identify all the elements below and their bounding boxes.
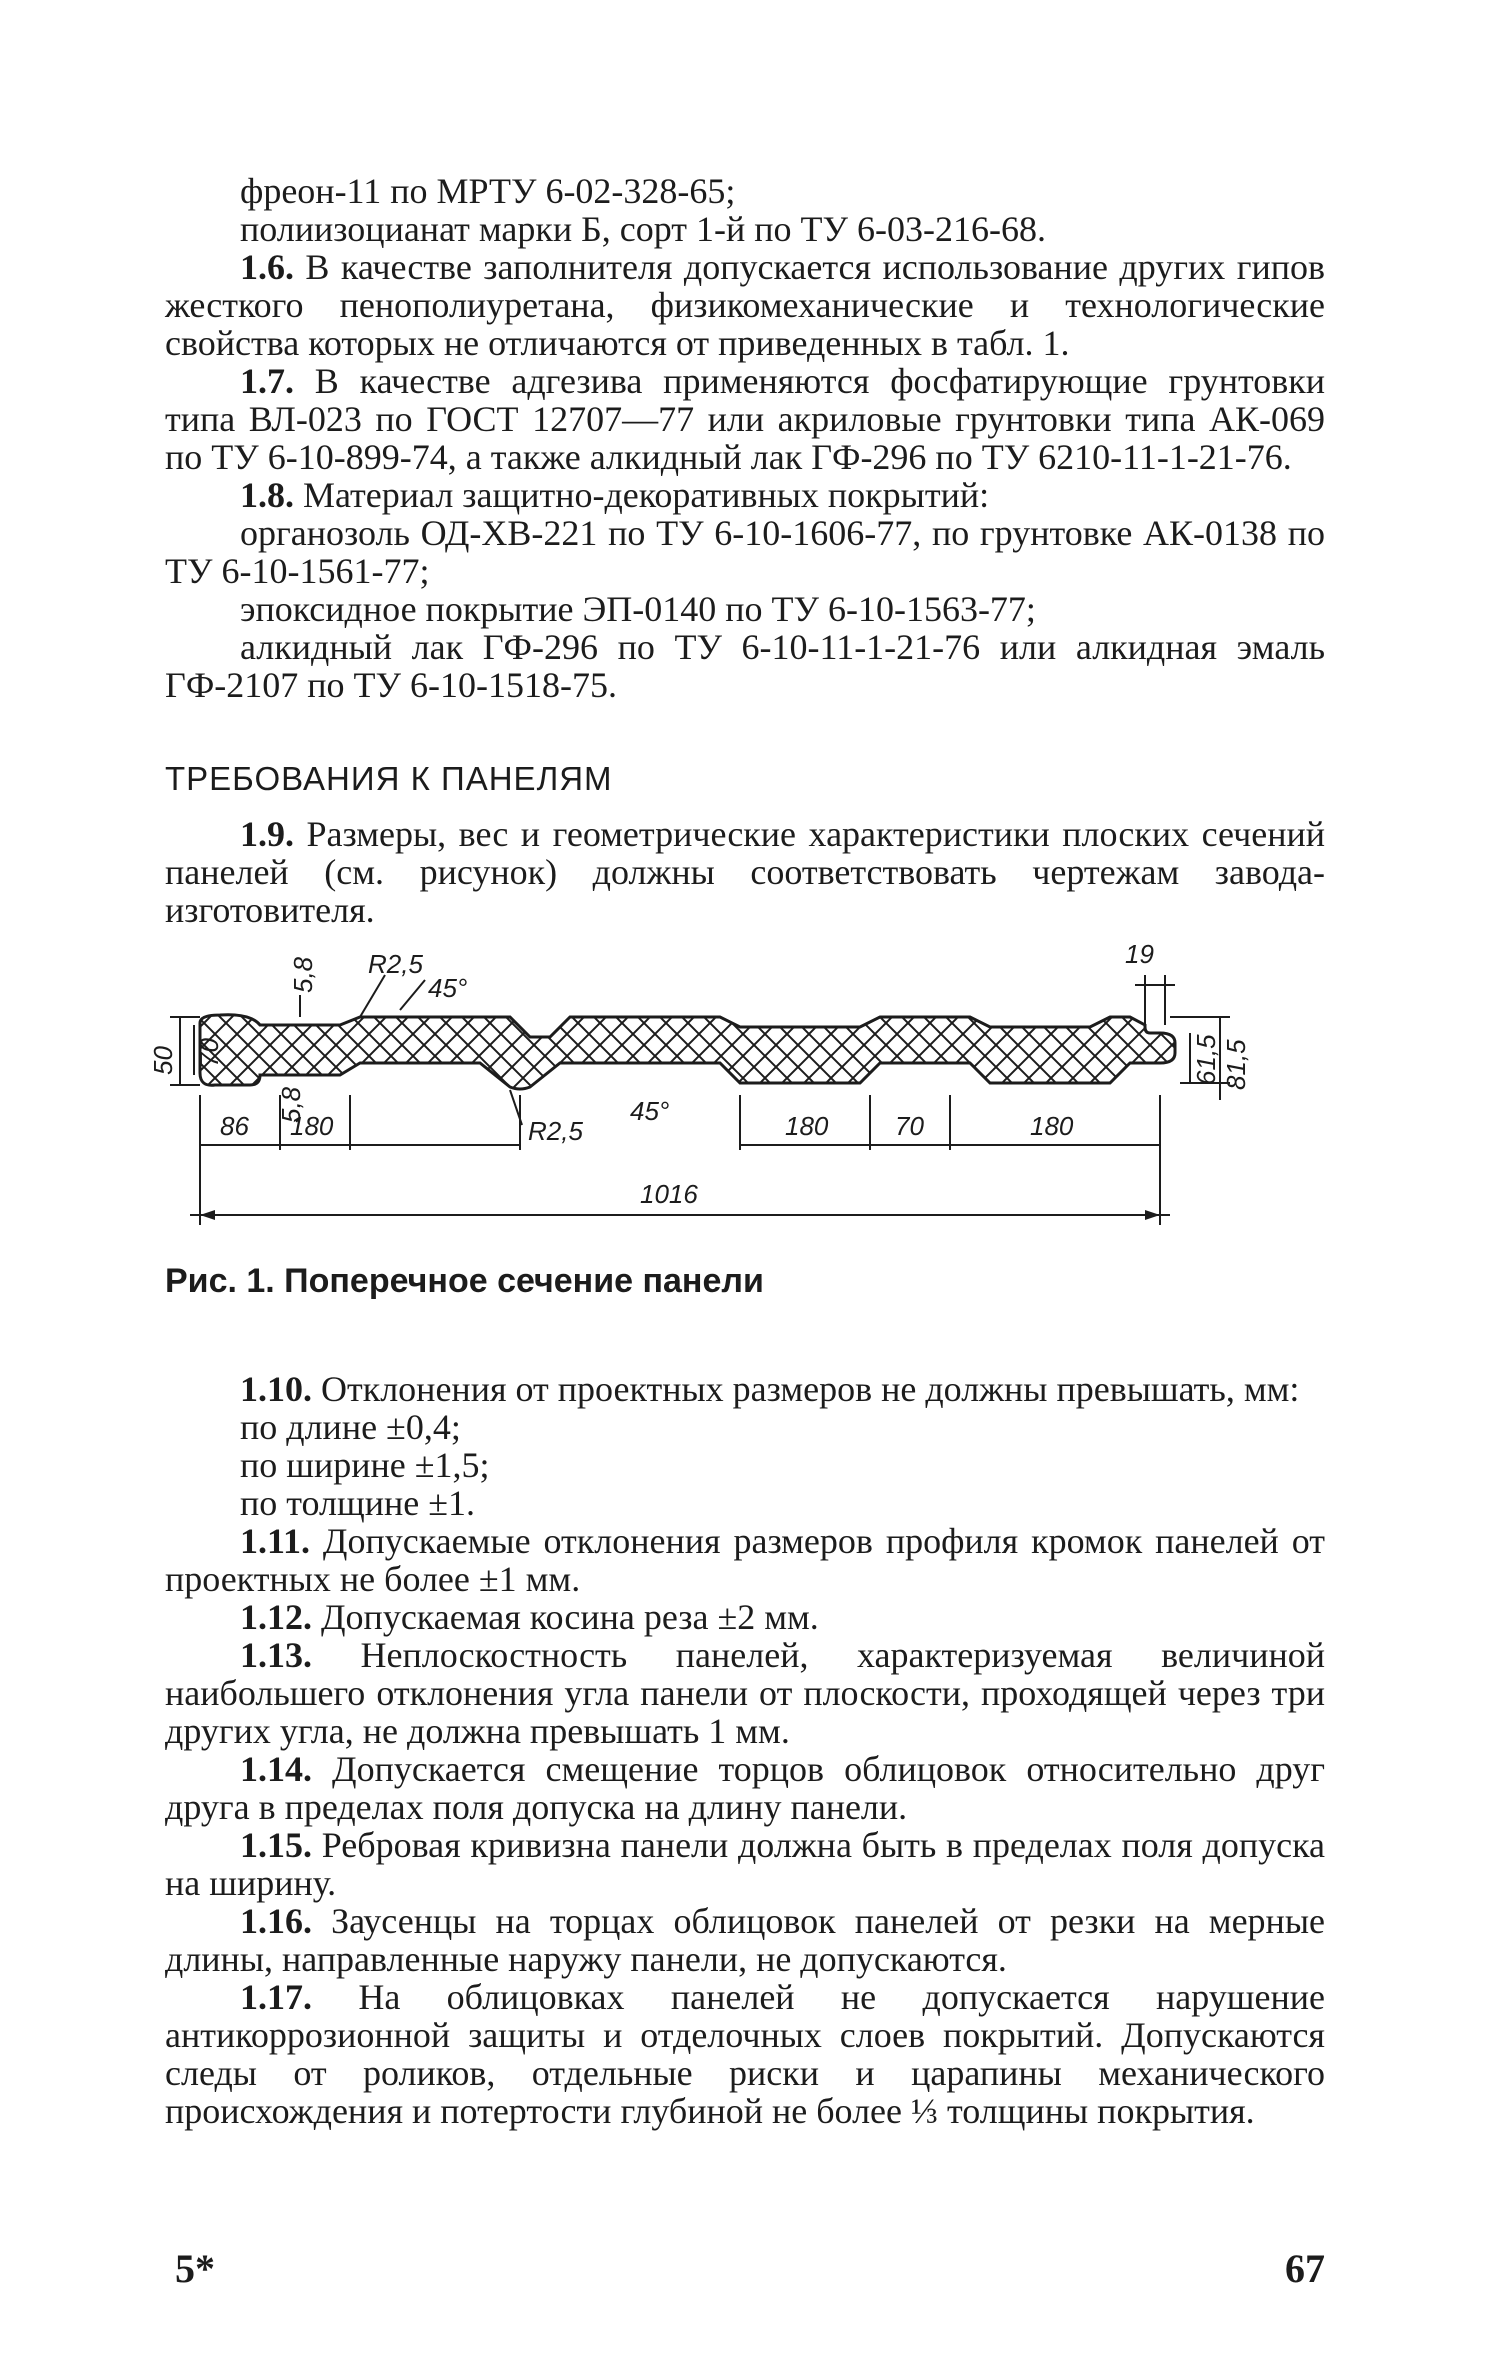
paragraph-text: Допускаемые отклонения размеров профиля кромок панелей от проектных не более ±1 мм.: [165, 1521, 1325, 1599]
paragraph-text: Материал защитно-декоративных покрытий:: [294, 475, 990, 515]
paragraph-number: 1.17.: [240, 1977, 312, 2017]
dim-label: 180: [290, 1111, 334, 1141]
paragraph-number: 1.14.: [240, 1749, 312, 1789]
dim-label: 1016: [640, 1179, 698, 1209]
paragraph-1-8: [165, 476, 1325, 514]
paragraph-text: Допускается смещение торцов облицовок относительно друг друга в пределах поля допуска на длину панели.: [165, 1749, 1325, 1827]
dim-label: 50: [148, 1046, 178, 1075]
dim-label: 180: [1030, 1111, 1074, 1141]
paragraph-number: 1.8.: [240, 475, 294, 515]
lower-text: [165, 1370, 1325, 2130]
footer-signature-mark: 5*: [175, 2246, 215, 2291]
paragraph-number: 1.11.: [240, 1521, 311, 1561]
paragraph-text: Размеры, вес и геометрические характеристики плоских сечений панелей (см. рисунок) должны соответствовать чертежам завода-изготовителя.: [165, 814, 1325, 930]
paragraph-number: 1.6.: [240, 247, 294, 287]
paragraph-number: 1.12.: [240, 1597, 312, 1637]
list-item: по толщине ±1.: [240, 1483, 476, 1523]
line-freon: фреон-11 по МРТУ 6-02-328-65;: [240, 171, 736, 211]
paragraph-block-1-9: [165, 815, 1325, 929]
list-item: алкидный лак ГФ-296 по ТУ 6-10-11-1-21-76 или алкидная эмаль ГФ-2107 по ТУ 6-10-1518-75.: [165, 627, 1325, 705]
list-item: органозоль ОД-ХВ-221 по ТУ 6-10-1606-77, по грунтовке АК-0138 по ТУ 6-10-1561-77;: [165, 513, 1325, 591]
paragraph-1-15: [165, 1826, 1325, 1902]
line-polyisocyanate: полиизоцианат марки Б, сорт 1-й по ТУ 6-03-216-68.: [240, 209, 1046, 249]
dim-label: 70: [895, 1111, 924, 1141]
dim-label: R2,5: [528, 1116, 583, 1146]
dim-label: 70: [194, 1038, 224, 1067]
list-item: эпоксидное покрытие ЭП-0140 по ТУ 6-10-1563-77;: [240, 589, 1036, 629]
panel-core: [200, 1015, 1175, 1089]
paragraph-number: 1.9.: [240, 814, 294, 854]
paragraph-1-6: [165, 248, 1325, 362]
upper-text: [165, 172, 1325, 704]
paragraph-number: 1.7.: [240, 361, 294, 401]
paragraph-text: Неплоскостность панелей, характеризуемая величиной наибольшего отклонения угла панели от плоскости, проходящей через три других угла, не должна превышать 1 мм.: [165, 1635, 1325, 1751]
dim-label: 5,8: [276, 1086, 306, 1123]
dim-label: 61,5: [1191, 1034, 1221, 1085]
paragraph-text: В качестве заполнителя допускается использование других гипов жесткого пенополиуретана, физикомеханические и технологические свойства которых не отличаются от приведенных в табл. 1.: [165, 247, 1325, 363]
paragraph-text: На облицовках панелей не допускается нарушение антикоррозионной защиты и отделочных слоев покрытий. Допускаются следы от роликов, отдельные риски и царапины механического происхождения и потертости глубиной не более ⅓ толщины покрытия.: [165, 1977, 1325, 2131]
dim-label: 45°: [428, 973, 468, 1003]
paragraph-1-12: [165, 1598, 1325, 1636]
paragraph-1-16: [165, 1902, 1325, 1978]
panel-cross-section-drawing: [148, 935, 1320, 1245]
dim-label: 81,5: [1221, 1039, 1251, 1090]
paragraph-number: 1.15.: [240, 1825, 312, 1865]
dim-label: 180: [785, 1111, 829, 1141]
dim-label: 86: [220, 1111, 249, 1141]
paragraph-number: 1.16.: [240, 1901, 312, 1941]
figure-caption: Рис. 1. Поперечное сечение панели: [165, 1262, 764, 1300]
paragraph-number: 1.10.: [240, 1369, 312, 1409]
paragraph-text: Заусенцы на торцах облицовок панелей от резки на мерные длины, направленные наружу панели, не допускаются.: [165, 1901, 1325, 1979]
section-heading: ТРЕБОВАНИЯ К ПАНЕЛЯМ: [165, 760, 613, 797]
paragraph-text: Допускаемая косина реза ±2 мм.: [312, 1597, 819, 1637]
paragraph-text: Ребровая кривизна панели должна быть в пределах поля допуска на ширину.: [165, 1825, 1325, 1903]
dim-label: 5,8: [288, 956, 318, 993]
list-item: по длине ±0,4;: [240, 1407, 461, 1447]
list-item: по ширине ±1,5;: [240, 1445, 490, 1485]
paragraph-text: Отклонения от проектных размеров не должны превышать, мм:: [312, 1369, 1300, 1409]
dim-label: 45°: [630, 1096, 670, 1126]
paragraph-1-10: [165, 1370, 1325, 1408]
dim-label: 19: [1125, 939, 1154, 969]
paragraph-1-13: [165, 1636, 1325, 1750]
paragraph-number: 1.13.: [240, 1635, 312, 1675]
paragraph-1-14: [165, 1750, 1325, 1826]
dim-label: R2,5: [368, 949, 423, 979]
page-number: 67: [1285, 2246, 1325, 2291]
paragraph-1-17: [165, 1978, 1325, 2130]
paragraph-text: В качестве адгезива применяются фосфатирующие грунтовки типа ВЛ-023 по ГОСТ 12707—77 или акриловые грунтовки типа АК-069 по ТУ 6-10-899-74, а также алкидный лак ГФ-296 по ТУ 6210-11-1-21-76.: [165, 361, 1325, 477]
paragraph-1-9: [165, 815, 1325, 929]
paragraph-1-11: [165, 1522, 1325, 1598]
paragraph-1-7: [165, 362, 1325, 476]
